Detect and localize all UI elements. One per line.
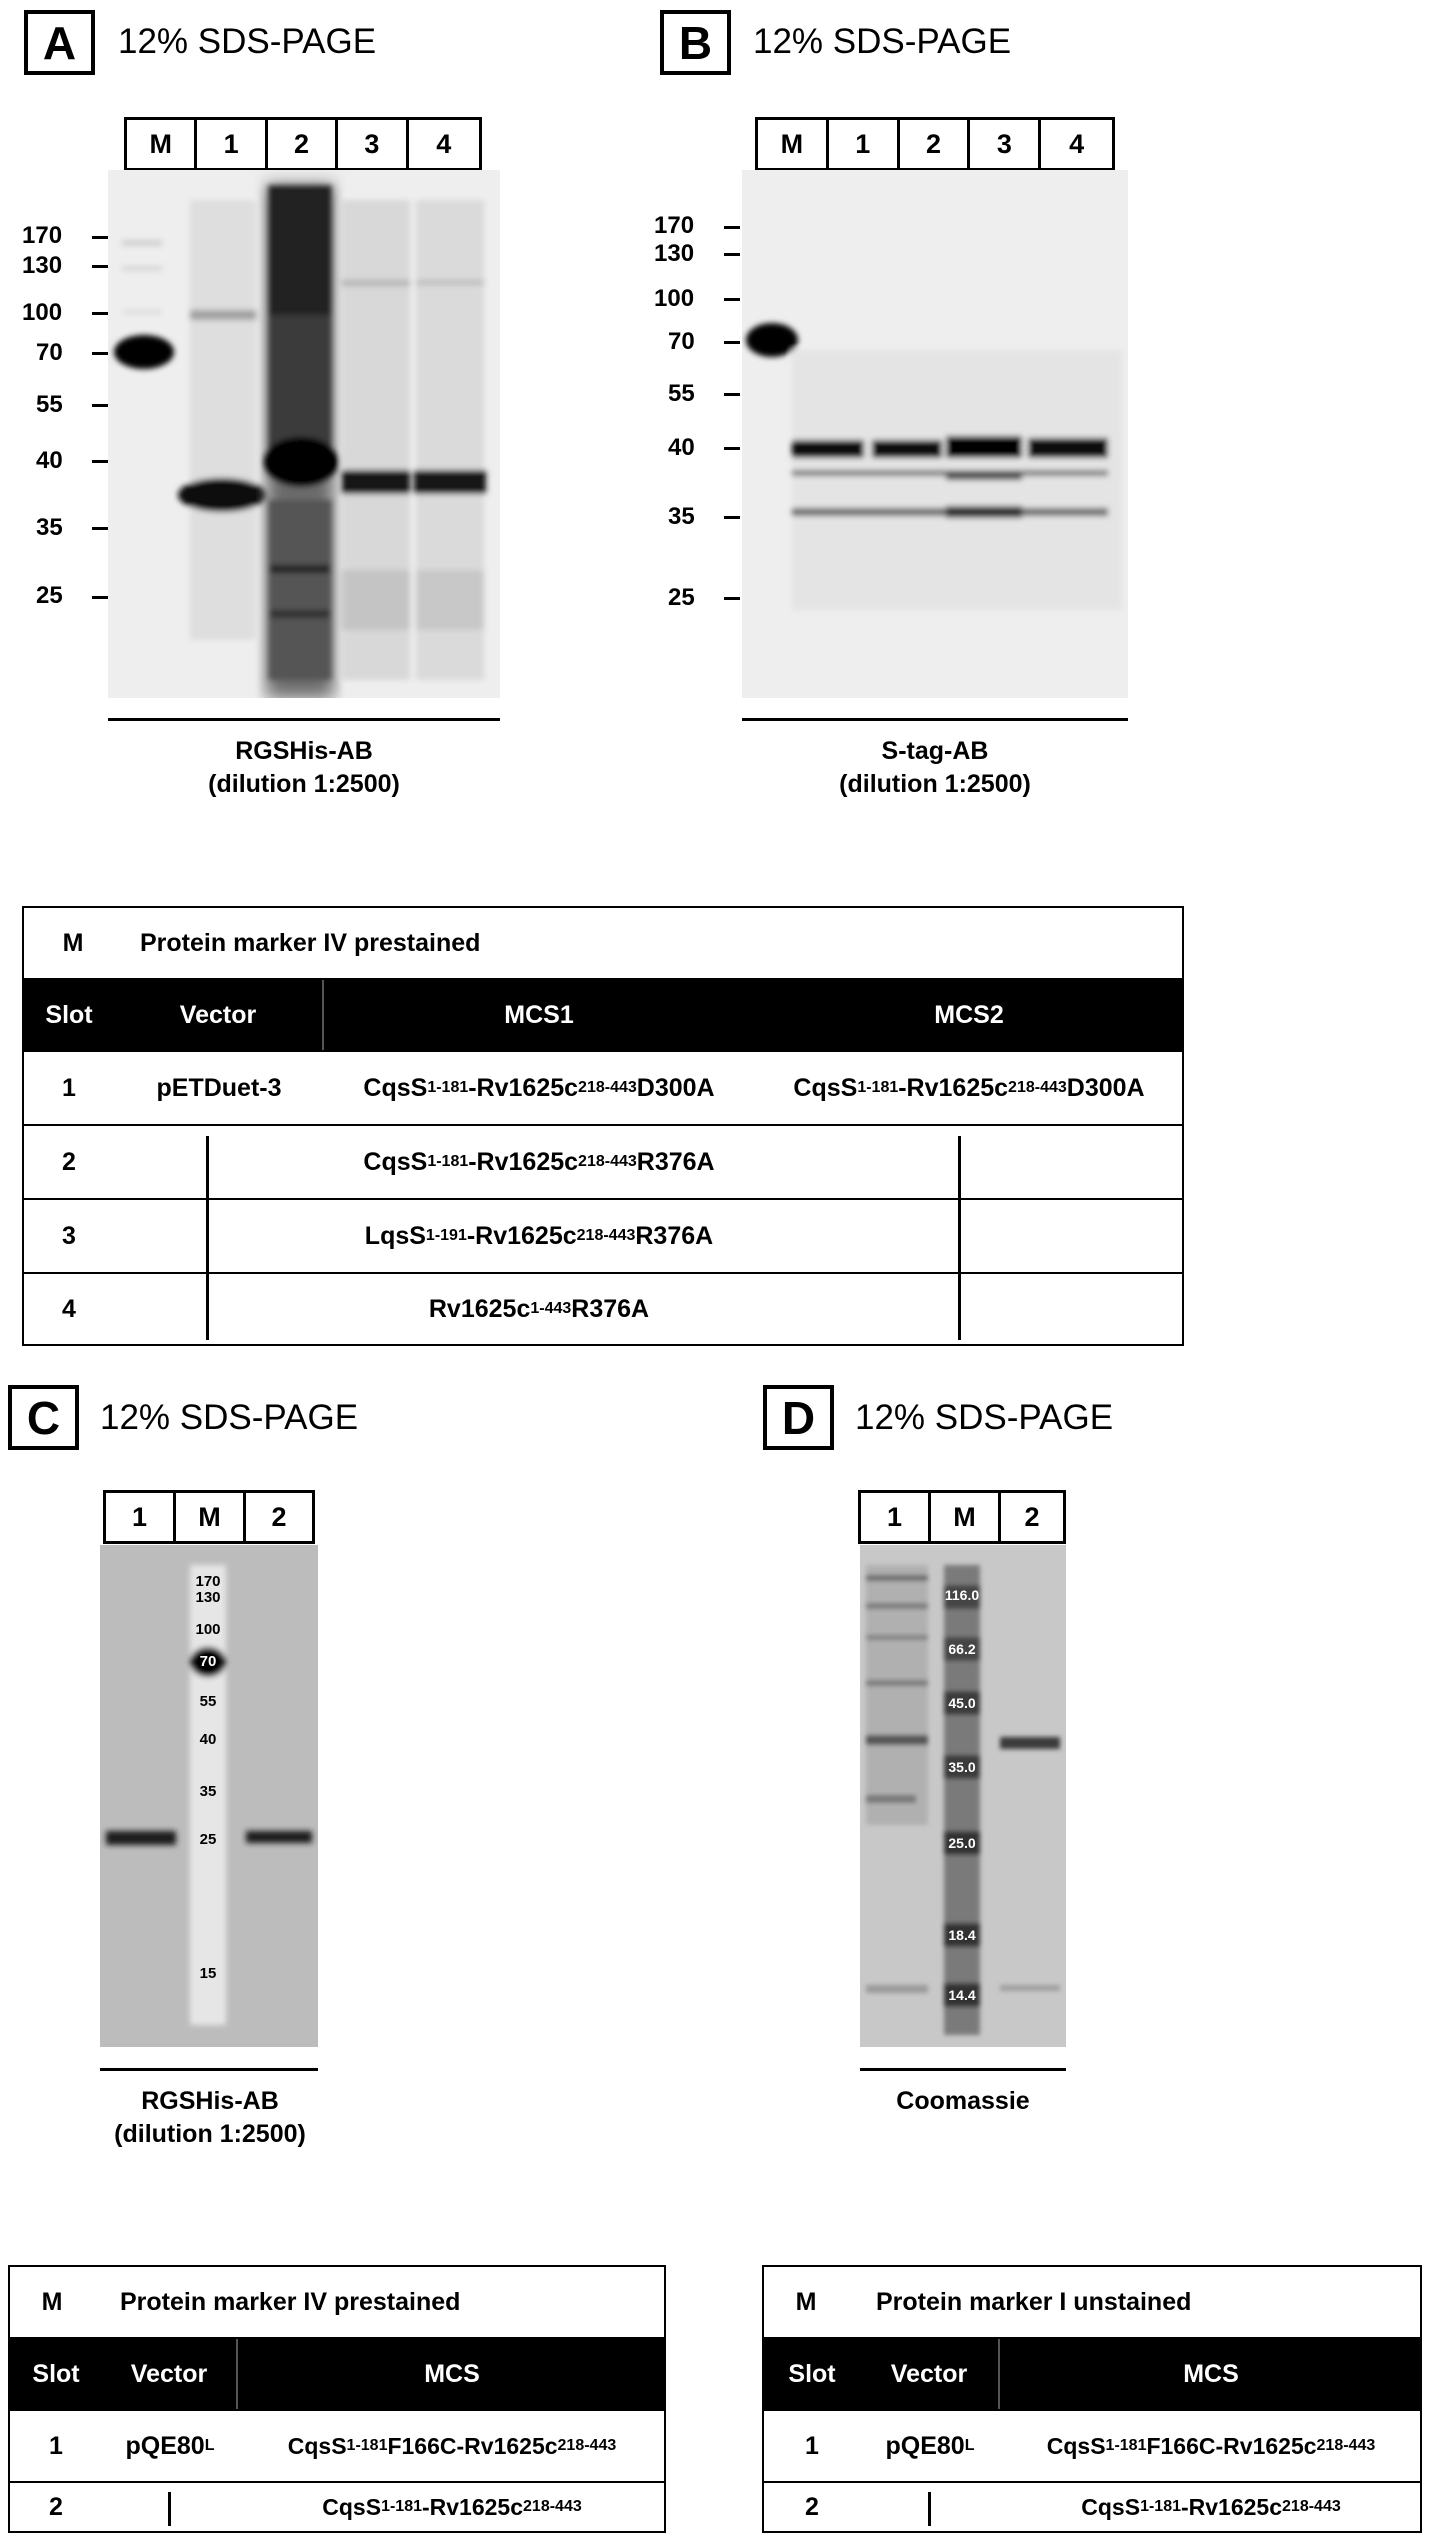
same-vector-marker (206, 1136, 209, 1340)
panel-d-mw-18: 18.4 (948, 1927, 976, 1943)
construct-table-c (8, 2265, 666, 2533)
panel-a-lane-header (124, 117, 482, 171)
panel-a-title: 12% SDS-PAGE (118, 22, 377, 61)
header-mcs2: MCS2 (934, 1000, 1004, 1029)
panel-c-antibody: RGSHis-AB (141, 2087, 279, 2115)
panel-c-mw-130: 130 (195, 1589, 221, 1606)
panel-d-lane-2: 2 (1024, 1501, 1040, 1532)
same-vector-marker (168, 2492, 171, 2526)
panel-c-underline (100, 2068, 318, 2071)
slot-cell: 2 (62, 1147, 76, 1176)
header-row (24, 980, 1182, 1052)
panel-a-lane-3: 3 (338, 120, 408, 168)
panel-c-dilution: (dilution 1:2500) (114, 2120, 306, 2148)
panel-a-lane-1: 1 (197, 120, 267, 168)
panel-a-tick (92, 312, 108, 315)
panel-d-letter: D (763, 1385, 834, 1450)
panel-c-lane-m: M (176, 1493, 246, 1541)
panel-b-mw-100: 100 (654, 285, 695, 312)
vector-cell: pETDuet-3 (156, 1073, 282, 1102)
panel-a-blot-image (108, 170, 500, 698)
panel-b-mw-55: 55 (668, 380, 695, 407)
table-row (10, 2483, 664, 2533)
panel-b-mw-40: 40 (668, 434, 695, 461)
panel-a-mw-40: 40 (36, 447, 63, 474)
header-mcs: MCS (424, 2359, 480, 2388)
mcs-cell: CqsS 1-181 F166C-Rv1625c 218-443 (1046, 2432, 1376, 2459)
panel-d-mw-66: 66.2 (948, 1641, 976, 1657)
panel-c-lane-header (103, 1490, 315, 1544)
panel-d-mw-116: 116.0 (944, 1587, 980, 1603)
panel-a-lane-2: 2 (268, 120, 338, 168)
panel-d-lane-header (858, 1490, 1066, 1544)
mcs1-cell: Rv1625c 1-443 R376A (428, 1294, 650, 1323)
header-vector: Vector (102, 2339, 238, 2409)
panel-c-mw-170: 170 (195, 1573, 221, 1590)
table-row (10, 2411, 664, 2483)
panel-a-mw-130: 130 (22, 252, 63, 279)
table-row (24, 1052, 1182, 1126)
panel-c-mw-70: 70 (199, 1653, 217, 1670)
panel-c-lane-2: 2 (271, 1501, 287, 1532)
panel-b-mw-170: 170 (654, 212, 695, 239)
header-row (764, 2339, 1420, 2411)
panel-b-antibody: S-tag-AB (881, 737, 989, 765)
header-mcs: MCS (1183, 2359, 1239, 2388)
panel-c-mw-15: 15 (199, 1965, 217, 1982)
panel-b-caption (742, 735, 1128, 801)
same-vector-marker (928, 2492, 931, 2526)
table-row (24, 1200, 1182, 1274)
panel-c-mw-25: 25 (199, 1831, 217, 1848)
panel-a-tick (92, 352, 108, 355)
panel-b-title: 12% SDS-PAGE (753, 22, 1012, 61)
panel-c-mw-100: 100 (195, 1621, 221, 1638)
construct-table-ab (22, 906, 1184, 1346)
panel-b-lane-1: 1 (829, 120, 900, 168)
mcs2-cell: CqsS 1-181 -Rv1625c 218-443 D300A (793, 1073, 1145, 1102)
mcs-cell: CqsS 1-181 F166C-Rv1625c 218-443 (287, 2432, 617, 2459)
table-row (764, 2411, 1420, 2483)
panel-d-underline (860, 2068, 1066, 2071)
panel-a-tick (92, 596, 108, 599)
panel-c-mw-55: 55 (199, 1693, 217, 1710)
marker-code: M (795, 2287, 817, 2316)
marker-name: Protein marker IV prestained (140, 928, 481, 957)
vector-cell: pQE80 L (885, 2431, 975, 2460)
panel-a-mw-100: 100 (22, 299, 63, 326)
mcs-cell: CqsS 1-181 -Rv1625c 218-443 (322, 2493, 582, 2520)
panel-d-gel-image (860, 1545, 1066, 2047)
slot-cell: 3 (62, 1221, 76, 1250)
panel-b-mw-70: 70 (668, 328, 695, 355)
mcs1-cell: CqsS 1-181 -Rv1625c 218-443 R376A (363, 1147, 715, 1176)
panel-c-caption (90, 2085, 330, 2151)
panel-d-title: 12% SDS-PAGE (855, 1398, 1114, 1437)
panel-a-mw-35: 35 (36, 514, 63, 541)
panel-d-mw-14: 14.4 (948, 1987, 976, 2003)
panel-b-underline (742, 718, 1128, 721)
panel-b-tick (724, 447, 740, 450)
panel-a-letter: A (24, 10, 95, 75)
panel-b-tick (724, 226, 740, 229)
panel-a-mw-70: 70 (36, 339, 63, 366)
table-row (24, 1126, 1182, 1200)
panel-a-dilution: (dilution 1:2500) (208, 770, 400, 798)
mcs1-cell: LqsS 1-191 -Rv1625c 218-443 R376A (364, 1221, 714, 1250)
slot-cell: 4 (62, 1294, 76, 1323)
panel-d-mw-35: 35.0 (948, 1759, 976, 1775)
table-row (24, 1274, 1182, 1346)
panel-a-tick (92, 236, 108, 239)
panel-a-tick (92, 265, 108, 268)
marker-code: M (62, 928, 84, 957)
panel-b-mw-25: 25 (668, 584, 695, 611)
panel-b-lane-header (755, 117, 1115, 171)
panel-b-blot-image (742, 170, 1128, 698)
header-row (10, 2339, 664, 2411)
panel-a-antibody: RGSHis-AB (235, 737, 373, 765)
table-row (764, 2483, 1420, 2533)
panel-b-mw-35: 35 (668, 503, 695, 530)
panel-a-lane-4: 4 (436, 128, 452, 159)
marker-row (10, 2267, 664, 2339)
marker-name: Protein marker IV prestained (120, 2287, 461, 2316)
panel-c-mw-40: 40 (199, 1731, 217, 1748)
header-vector: Vector (860, 2339, 1000, 2409)
slot-cell: 1 (805, 2431, 819, 2460)
panel-c-title: 12% SDS-PAGE (100, 1398, 359, 1437)
panel-d-mw-45: 45.0 (948, 1695, 976, 1711)
construct-table-d (762, 2265, 1422, 2533)
panel-c-letter: C (8, 1385, 79, 1450)
panel-b-lane-m: M (758, 120, 829, 168)
vector-cell: pQE80 L (125, 2431, 215, 2460)
panel-b-tick (724, 298, 740, 301)
marker-row (24, 908, 1182, 980)
panel-b-lane-3: 3 (970, 120, 1041, 168)
header-vector: Vector (114, 980, 324, 1050)
panel-a-lane-m: M (127, 120, 197, 168)
panel-a-mw-55: 55 (36, 391, 63, 418)
same-mcs2-marker (958, 1136, 961, 1340)
slot-cell: 1 (49, 2431, 63, 2460)
panel-c-mw-35: 35 (199, 1783, 217, 1800)
panel-b-tick (724, 597, 740, 600)
header-mcs1: MCS1 (504, 1000, 574, 1029)
panel-a-tick (92, 404, 108, 407)
panel-b-tick (724, 516, 740, 519)
header-slot: Slot (32, 2359, 80, 2388)
panel-b-letter: B (660, 10, 731, 75)
panel-d-lane-1: 1 (861, 1493, 931, 1541)
panel-a-tick (92, 527, 108, 530)
panel-d-caption: Coomassie (896, 2087, 1030, 2115)
panel-d-lane-m: M (931, 1493, 1001, 1541)
panel-a-mw-170: 170 (22, 222, 63, 249)
panel-a-tick (92, 460, 108, 463)
panel-a-caption (108, 735, 500, 801)
marker-code: M (41, 2287, 63, 2316)
slot-cell: 2 (805, 2492, 819, 2521)
panel-d-mw-25: 25.0 (948, 1835, 976, 1851)
mcs-cell: CqsS 1-181 -Rv1625c 218-443 (1081, 2493, 1341, 2520)
slot-cell: 2 (49, 2492, 63, 2521)
header-slot: Slot (45, 1000, 93, 1029)
panel-b-tick (724, 393, 740, 396)
panel-b-lane-2: 2 (900, 120, 971, 168)
panel-b-tick (724, 253, 740, 256)
marker-name: Protein marker I unstained (876, 2287, 1192, 2316)
panel-c-blot-image (100, 1545, 318, 2047)
panel-b-dilution: (dilution 1:2500) (839, 770, 1031, 798)
mcs1-cell: CqsS 1-181 -Rv1625c 218-443 D300A (363, 1073, 715, 1102)
panel-b-tick (724, 341, 740, 344)
panel-a-mw-25: 25 (36, 582, 63, 609)
marker-row (764, 2267, 1420, 2339)
panel-a-underline (108, 718, 500, 721)
panel-b-lane-4: 4 (1069, 128, 1085, 159)
header-slot: Slot (788, 2359, 836, 2388)
panel-b-mw-130: 130 (654, 240, 695, 267)
panel-c-lane-1: 1 (106, 1493, 176, 1541)
slot-cell: 1 (62, 1073, 76, 1102)
